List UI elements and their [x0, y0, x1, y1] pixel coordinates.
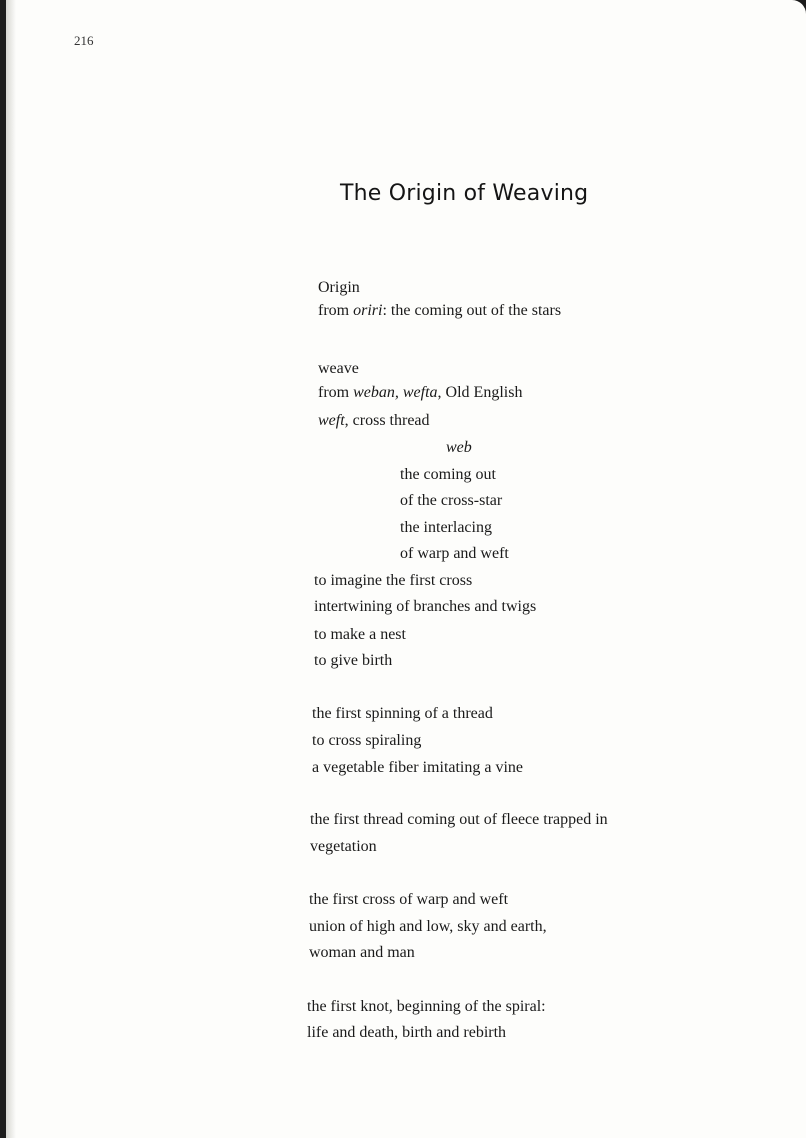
poem-line: vegetation [310, 838, 377, 855]
poem-line: to cross spiraling [312, 732, 422, 749]
poem-line: of the cross-star [400, 492, 503, 509]
poem-line: the first spinning of a thread [312, 705, 493, 722]
poem-line: the first thread coming out of fleece trapped in [310, 811, 608, 828]
page-number: 216 [74, 33, 94, 48]
poem-line: from oriri: the coming out of the stars [318, 302, 562, 319]
poem-line: from weban, wefta, Old English [318, 384, 523, 401]
poem-line: the coming out [400, 466, 496, 483]
poem-line: the first knot, beginning of the spiral: [307, 998, 546, 1015]
page-gutter-shadow [6, 0, 16, 1138]
poem-line: weave [318, 360, 359, 377]
poem-line: web [446, 439, 472, 456]
poem-line: to give birth [314, 652, 393, 669]
poem-line: woman and man [309, 944, 415, 961]
book-page [6, 0, 806, 1138]
poem-line: life and death, birth and rebirth [307, 1024, 507, 1041]
poem-line: the first cross of warp and weft [309, 891, 509, 908]
poem-line: the interlacing [400, 519, 492, 536]
poem-line: to make a nest [314, 626, 406, 643]
poem-line: Origin [318, 279, 360, 296]
poem-line: weft, cross thread [318, 412, 430, 429]
poem-line: a vegetable fiber imitating a vine [312, 759, 524, 776]
poem-line: to imagine the first cross [314, 572, 473, 589]
poem-line: of warp and weft [400, 545, 509, 562]
poem-line: intertwining of branches and twigs [314, 598, 537, 615]
poem-title: The Origin of Weaving [340, 181, 589, 206]
poem-line: union of high and low, sky and earth, [309, 918, 547, 935]
